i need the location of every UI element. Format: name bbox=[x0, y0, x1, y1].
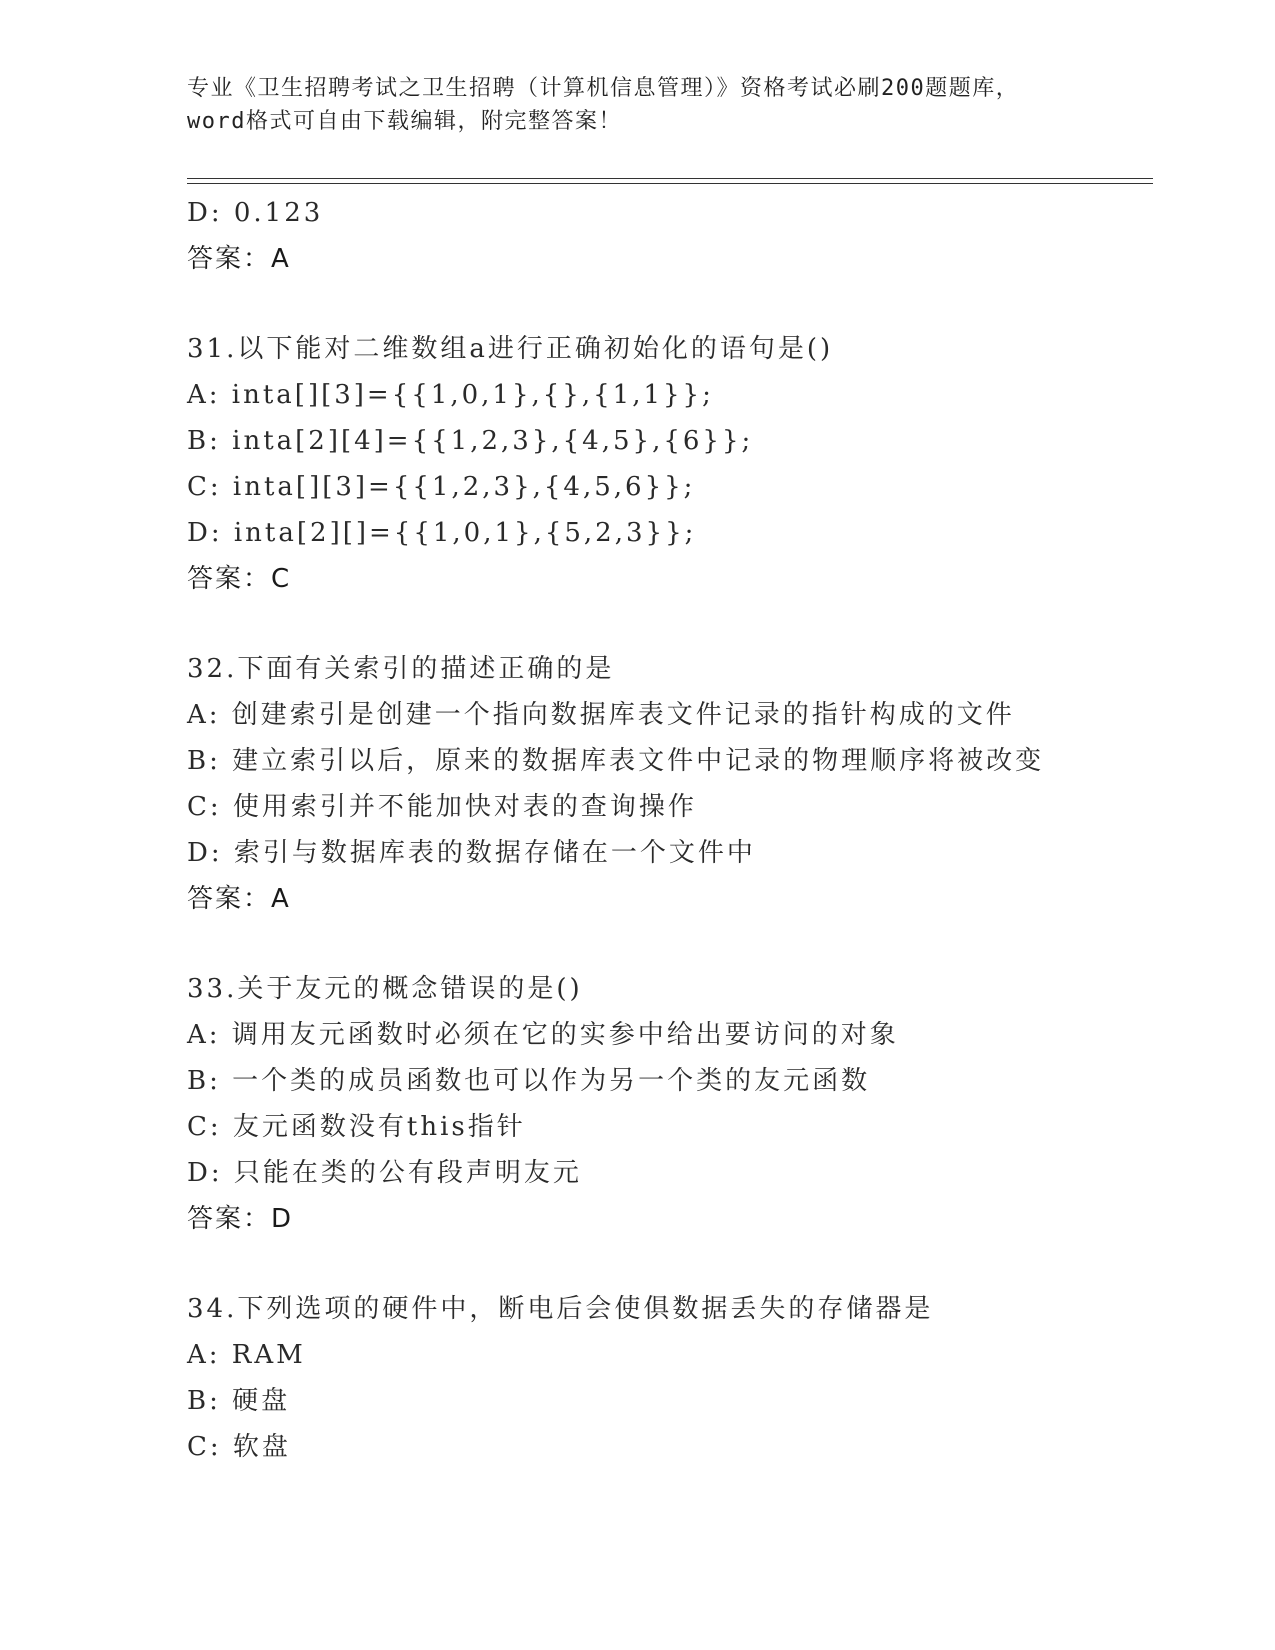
option-b: B: inta[2][4]={{1,2,3},{4,5},{6}}; bbox=[187, 426, 754, 456]
option-c: C: 使用索引并不能加快对表的查询操作 bbox=[187, 792, 697, 822]
question-block-31 bbox=[187, 326, 1187, 602]
option-c: C: 友元函数没有this指针 bbox=[187, 1112, 526, 1142]
answer-line: 答案：D bbox=[187, 1204, 294, 1234]
option-c: C: inta[][3]={{1,2,3},{4,5,6}}; bbox=[187, 472, 696, 502]
header-rule-top bbox=[187, 178, 1153, 179]
question-list bbox=[187, 190, 1187, 1470]
question-text: 32.下面有关索引的描述正确的是 bbox=[187, 654, 615, 684]
option-b: B: 建立索引以后，原来的数据库表文件中记录的物理顺序将被改变 bbox=[187, 746, 1045, 776]
spacer bbox=[187, 602, 1187, 646]
question-block-32 bbox=[187, 646, 1187, 922]
answer-line: 答案：C bbox=[187, 564, 292, 594]
option-b: B: 一个类的成员函数也可以作为另一个类的友元函数 bbox=[187, 1066, 871, 1096]
question-text: 33.关于友元的概念错误的是() bbox=[187, 974, 583, 1004]
option-d: D: 0.123 bbox=[187, 198, 324, 228]
question-block-34 bbox=[187, 1286, 1187, 1470]
option-d: D: 索引与数据库表的数据存储在一个文件中 bbox=[187, 838, 756, 868]
answer-line: 答案：A bbox=[187, 884, 291, 914]
option-a: A: inta[][3]={{1,0,1},{},{1,1}}; bbox=[187, 380, 714, 410]
header-title-line-1: 专业《卫生招聘考试之卫生招聘（计算机信息管理）》资格考试必刷200题题库， bbox=[187, 76, 1020, 101]
option-a: A: 调用友元函数时必须在它的实参中给出要访问的对象 bbox=[187, 1020, 899, 1050]
option-d: D: 只能在类的公有段声明友元 bbox=[187, 1158, 582, 1188]
option-a: A: RAM bbox=[187, 1340, 306, 1370]
spacer bbox=[187, 1242, 1187, 1286]
option-a: A: 创建索引是创建一个指向数据库表文件记录的指针构成的文件 bbox=[187, 700, 1015, 730]
spacer bbox=[187, 922, 1187, 966]
question-block-33 bbox=[187, 966, 1187, 1242]
option-d: D: inta[2][]={{1,0,1},{5,2,3}}; bbox=[187, 518, 697, 548]
page-header bbox=[187, 72, 1087, 138]
answer-line: 答案：A bbox=[187, 244, 291, 274]
spacer bbox=[187, 282, 1187, 326]
header-title-line-2: word格式可自由下载编辑，附完整答案！ bbox=[187, 109, 622, 134]
question-text: 34.下列选项的硬件中，断电后会使俱数据丢失的存储器是 bbox=[187, 1294, 934, 1324]
header-rule-bottom bbox=[187, 183, 1153, 184]
option-b: B: 硬盘 bbox=[187, 1386, 291, 1416]
question-block-prev bbox=[187, 190, 1187, 282]
question-text: 31.以下能对二维数组a进行正确初始化的语句是() bbox=[187, 334, 834, 364]
option-c: C: 软盘 bbox=[187, 1432, 291, 1462]
